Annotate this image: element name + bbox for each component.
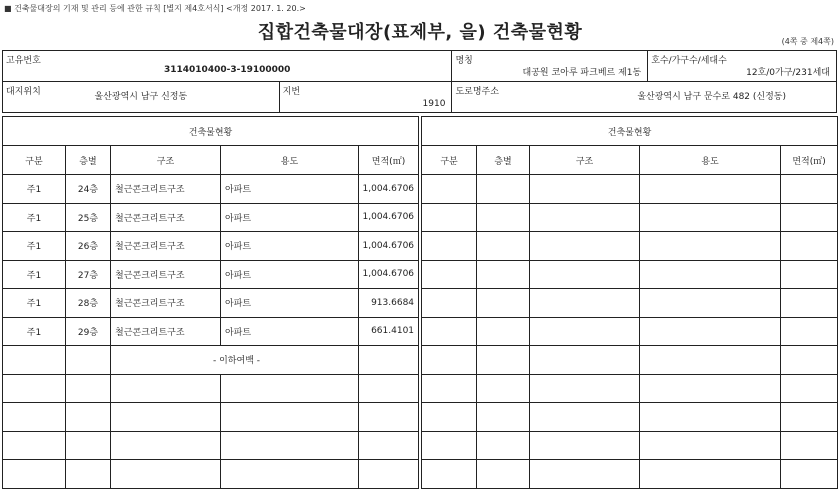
table-row [3, 374, 838, 403]
cell-floor [66, 460, 111, 489]
cell-type [3, 460, 66, 489]
site-value: 울산광역시 남구 신정동 [94, 92, 188, 102]
cell-structure-right [530, 260, 640, 289]
col-header-type: 구분 [3, 146, 66, 175]
cell-area: 1,004.6706 [359, 175, 419, 204]
table-row [3, 289, 838, 318]
road-address-cell [452, 82, 837, 113]
section-title-right: 건축물현황 [422, 117, 838, 146]
name-label: 명칭 [455, 56, 473, 66]
cell-structure-right [530, 232, 640, 261]
cell-use-right [640, 232, 781, 261]
cell-area [359, 374, 419, 403]
cell-use-right [640, 289, 781, 318]
cell-area-right [781, 460, 838, 489]
col-header-use: 용도 [221, 146, 359, 175]
units-cell [648, 51, 837, 82]
cell-type-right [422, 460, 477, 489]
cell-use: 아파트 [221, 203, 359, 232]
cell-floor: 24층 [66, 175, 111, 204]
id-cell [3, 51, 452, 82]
table-row [3, 346, 838, 375]
cell-area-right [781, 175, 838, 204]
cell-floor-right [477, 317, 530, 346]
cell-use-right [640, 317, 781, 346]
building-info-table [2, 50, 837, 113]
cell-floor: 28층 [66, 289, 111, 318]
col-header-area: 면적(㎡) [781, 146, 838, 175]
cell-floor: 26층 [66, 232, 111, 261]
id-value: 3114010400-3-19100000 [163, 65, 291, 75]
cell-area: 1,004.6706 [359, 232, 419, 261]
cell-area: 913.6684 [359, 289, 419, 318]
lot-label: 지번 [282, 87, 301, 97]
name-cell [452, 51, 648, 82]
cell-area [359, 460, 419, 489]
road-address-value: 울산광역시 남구 문수로 482 (신정동) [637, 92, 786, 102]
table-row [3, 175, 838, 204]
cell-floor-right [477, 374, 530, 403]
col-header-use: 용도 [640, 146, 781, 175]
cell-area-right [781, 346, 838, 375]
cell-type-right [422, 403, 477, 432]
cell-type-right [422, 374, 477, 403]
cell-use: 아파트 [221, 232, 359, 261]
cell-use [221, 403, 359, 432]
cell-floor-right [477, 431, 530, 460]
cell-structure [111, 431, 221, 460]
table-row [3, 260, 838, 289]
name-value: 대공원 코아루 파크베르 제1동 [522, 68, 642, 78]
cell-type-right [422, 289, 477, 318]
section-title-left: 건축물현황 [3, 117, 419, 146]
cell-type-right [422, 175, 477, 204]
cell-use: 아파트 [221, 317, 359, 346]
cell-use-right [640, 203, 781, 232]
cell-floor-right [477, 203, 530, 232]
cell-type: 주1 [3, 232, 66, 261]
site-cell [3, 82, 280, 113]
col-header-floor: 층별 [477, 146, 530, 175]
cell-area-right [781, 232, 838, 261]
cell-type-right [422, 431, 477, 460]
end-mark: - 이하여백 - [111, 346, 359, 375]
building-status-table [2, 116, 838, 489]
cell-structure [111, 374, 221, 403]
cell-type-right [422, 346, 477, 375]
cell-type [3, 374, 66, 403]
cell-area: 661.4101 [359, 317, 419, 346]
cell-type: 주1 [3, 175, 66, 204]
cell-floor [66, 346, 111, 375]
cell-use: 아파트 [221, 175, 359, 204]
cell-area-right [781, 289, 838, 318]
cell-type-right [422, 260, 477, 289]
cell-floor [66, 374, 111, 403]
lot-cell [279, 82, 452, 113]
cell-structure: 철근콘크리트구조 [111, 260, 221, 289]
cell-area-right [781, 317, 838, 346]
cell-type [3, 403, 66, 432]
cell-floor: 29층 [66, 317, 111, 346]
cell-area [359, 403, 419, 432]
cell-floor-right [477, 289, 530, 318]
road-address-label: 도로명주소 [455, 87, 499, 97]
cell-use-right [640, 460, 781, 489]
table-row [3, 317, 838, 346]
cell-area [359, 431, 419, 460]
cell-use-right [640, 374, 781, 403]
cell-type: 주1 [3, 317, 66, 346]
page-number: (4쪽 중 제4쪽) [781, 37, 834, 46]
cell-structure-right [530, 203, 640, 232]
col-header-structure: 구조 [111, 146, 221, 175]
cell-floor [66, 431, 111, 460]
cell-structure-right [530, 289, 640, 318]
cell-use-right [640, 175, 781, 204]
cell-area: 1,004.6706 [359, 203, 419, 232]
form-regulation-note: ■ 건축물대장의 기재 및 관리 등에 관한 규칙 [별지 제4호서식] <개정 2017. 1. 20.> [4, 4, 306, 13]
units-label: 호수/가구수/세대수 [651, 56, 727, 66]
cell-structure-right [530, 175, 640, 204]
cell-structure-right [530, 346, 640, 375]
page-title: 집합건축물대장(표제부, 을) 건축물현황 [257, 22, 583, 43]
cell-structure: 철근콘크리트구조 [111, 203, 221, 232]
cell-structure-right [530, 403, 640, 432]
cell-structure-right [530, 317, 640, 346]
cell-type-right [422, 317, 477, 346]
cell-floor-right [477, 403, 530, 432]
cell-use [221, 374, 359, 403]
cell-floor: 27층 [66, 260, 111, 289]
table-row [3, 403, 838, 432]
cell-area-right [781, 374, 838, 403]
cell-use [221, 431, 359, 460]
cell-floor-right [477, 460, 530, 489]
cell-use-right [640, 260, 781, 289]
cell-use-right [640, 346, 781, 375]
cell-structure: 철근콘크리트구조 [111, 232, 221, 261]
cell-type: 주1 [3, 289, 66, 318]
table-row [3, 203, 838, 232]
col-header-floor: 층별 [66, 146, 111, 175]
cell-structure: 철근콘크리트구조 [111, 289, 221, 318]
cell-area-right [781, 403, 838, 432]
table-row [3, 232, 838, 261]
site-label: 대지위치 [6, 87, 41, 97]
cell-use-right [640, 431, 781, 460]
cell-type-right [422, 232, 477, 261]
cell-structure-right [530, 374, 640, 403]
cell-area-right [781, 431, 838, 460]
cell-structure: 철근콘크리트구조 [111, 317, 221, 346]
cell-structure [111, 403, 221, 432]
cell-type [3, 431, 66, 460]
col-header-type: 구분 [422, 146, 477, 175]
cell-use: 아파트 [221, 260, 359, 289]
cell-floor-right [477, 232, 530, 261]
cell-area [359, 346, 419, 375]
cell-type: 주1 [3, 203, 66, 232]
cell-area: 1,004.6706 [359, 260, 419, 289]
cell-type [3, 346, 66, 375]
units-value: 12호/0가구/231세대 [746, 68, 830, 78]
lot-value: 1910 [422, 99, 446, 109]
table-row [3, 460, 838, 489]
cell-floor-right [477, 175, 530, 204]
cell-floor-right [477, 260, 530, 289]
cell-use-right [640, 403, 781, 432]
cell-type-right [422, 203, 477, 232]
cell-area-right [781, 260, 838, 289]
id-label: 고유번호 [6, 56, 41, 66]
cell-structure-right [530, 431, 640, 460]
cell-structure: 철근콘크리트구조 [111, 175, 221, 204]
col-header-structure: 구조 [530, 146, 640, 175]
cell-use: 아파트 [221, 289, 359, 318]
cell-area-right [781, 203, 838, 232]
table-row [3, 431, 838, 460]
cell-structure-right [530, 460, 640, 489]
cell-floor-right [477, 346, 530, 375]
cell-floor [66, 403, 111, 432]
cell-floor: 25층 [66, 203, 111, 232]
col-header-area: 면적(㎡) [359, 146, 419, 175]
cell-use [221, 460, 359, 489]
cell-type: 주1 [3, 260, 66, 289]
cell-structure [111, 460, 221, 489]
